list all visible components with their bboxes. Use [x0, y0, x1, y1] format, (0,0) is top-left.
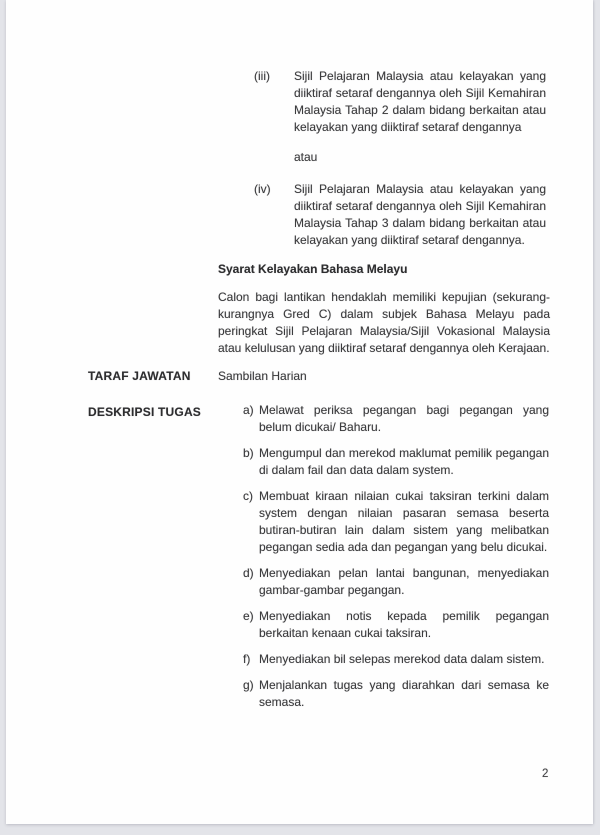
task-item [243, 565, 549, 599]
task-list [243, 402, 549, 720]
task-text: Menyediakan bil selepas merekod data dalam sistem. [259, 652, 545, 666]
task-marker: c) [243, 489, 253, 503]
qualification-list [254, 68, 546, 249]
connector-atau: atau [294, 150, 318, 164]
task-text: Melawat periksa pegangan bagi pegangan yang belum dicukai/ Baharu. [259, 403, 549, 434]
task-marker: g) [243, 678, 254, 692]
language-requirement-paragraph: Calon bagi lantikan hendaklah memiliki kepujian (sekurang-kurangnya Gred C) dalam subjek Bahasa Melayu pada peringkat Sijil Pelajaran Malaysia/Sijil Vokasional Malaysia atau kelulusan yang diiktiraf setaraf dengannya oleh Kerajaan. [218, 290, 550, 355]
task-item [243, 488, 549, 556]
task-marker: b) [243, 446, 254, 460]
qualification-item-iv [254, 181, 546, 249]
section-heading-bahasa-melayu: Syarat Kelayakan Bahasa Melayu [218, 262, 408, 276]
page-number: 2 [542, 768, 549, 780]
task-text: Membuat kiraan nilaian cukai taksiran terkini dalam system dengan nilaian pasaran semasa beserta butiran-butiran lain dalam sistem yang melibatkan pegangan sedia ada dan pegangan yang belu dicukai. [259, 489, 549, 554]
task-item [243, 651, 549, 668]
task-text: Mengumpul dan merekod maklumat pemilik pegangan di dalam fail dan data dalam system. [259, 446, 549, 477]
task-marker: f) [243, 652, 251, 666]
task-item [243, 445, 549, 479]
task-marker: d) [243, 566, 254, 580]
task-marker: a) [243, 403, 254, 417]
task-marker: e) [243, 609, 254, 623]
document-page [6, 0, 593, 824]
qualification-marker: (iii) [254, 69, 270, 83]
qualification-text: Sijil Pelajaran Malaysia atau kelayakan yang diiktiraf setaraf dengannya oleh Sijil Kemahiran Malaysia Tahap 2 dalam bidang berkaitan atau kelayakan yang diiktiraf setaraf dengannya [294, 69, 546, 134]
qualification-marker: (iv) [254, 182, 271, 196]
task-item [243, 677, 549, 711]
task-text: Menjalankan tugas yang diarahkan dari semasa ke semasa. [259, 678, 549, 709]
qualification-item-iii [254, 68, 546, 136]
task-item [243, 402, 549, 436]
qualification-text: Sijil Pelajaran Malaysia atau kelayakan yang diiktiraf setaraf dengannya oleh Sijil Kemahiran Malaysia Tahap 3 dalam bidang berkaitan atau kelayakan yang diiktiraf setaraf dengannya. [294, 182, 546, 247]
task-item [243, 608, 549, 642]
field-label-deskripsi-tugas: DESKRIPSI TUGAS [88, 405, 202, 419]
field-label-taraf-jawatan: TARAF JAWATAN [88, 369, 191, 383]
field-value-taraf-jawatan: Sambilan Harian [218, 369, 307, 383]
task-text: Menyediakan pelan lantai bangunan, menyediakan gambar-gambar pegangan. [259, 566, 549, 597]
task-text: Menyediakan notis kepada pemilik pegangan berkaitan kenaan cukai taksiran. [259, 609, 549, 640]
